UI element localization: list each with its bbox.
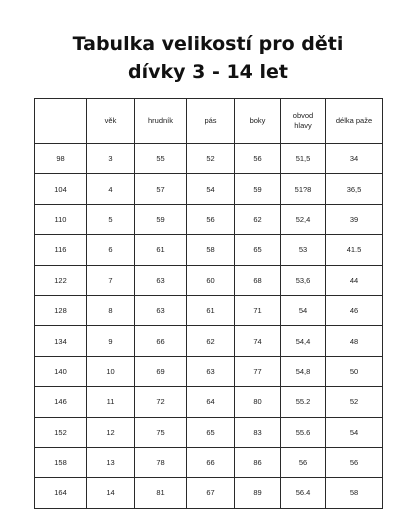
cell-size: 164 <box>35 478 87 508</box>
cell-head-circumference: 56 <box>281 447 326 477</box>
cell-arm-length: 48 <box>326 326 383 356</box>
table-row <box>35 447 383 477</box>
cell-arm-length: 41.5 <box>326 235 383 265</box>
cell-chest: 81 <box>135 478 187 508</box>
cell-size: 104 <box>35 174 87 204</box>
cell-age: 10 <box>87 356 135 386</box>
table-row <box>35 265 383 295</box>
cell-head-circumference: 55.2 <box>281 387 326 417</box>
cell-waist: 65 <box>187 417 235 447</box>
cell-arm-length: 44 <box>326 265 383 295</box>
table-row <box>35 387 383 417</box>
title-line-2: dívky 3 - 14 let <box>127 61 288 83</box>
cell-arm-length: 34 <box>326 144 383 174</box>
header-waist: pás <box>187 99 235 144</box>
cell-arm-length: 50 <box>326 356 383 386</box>
cell-waist: 52 <box>187 144 235 174</box>
cell-head-circumference: 54,8 <box>281 356 326 386</box>
cell-size: 98 <box>35 144 87 174</box>
cell-hips: 68 <box>235 265 281 295</box>
table-row <box>35 295 383 325</box>
header-chest: hrudník <box>135 99 187 144</box>
size-chart-table <box>34 98 383 509</box>
cell-hips: 83 <box>235 417 281 447</box>
cell-hips: 74 <box>235 326 281 356</box>
cell-age: 8 <box>87 295 135 325</box>
cell-hips: 56 <box>235 144 281 174</box>
cell-age: 3 <box>87 144 135 174</box>
table-row <box>35 417 383 447</box>
cell-head-circumference: 52,4 <box>281 204 326 234</box>
cell-chest: 59 <box>135 204 187 234</box>
cell-hips: 80 <box>235 387 281 417</box>
cell-head-circumference: 53 <box>281 235 326 265</box>
cell-size: 110 <box>35 204 87 234</box>
cell-hips: 77 <box>235 356 281 386</box>
cell-chest: 63 <box>135 265 187 295</box>
cell-chest: 55 <box>135 144 187 174</box>
header-size <box>35 99 87 144</box>
cell-arm-length: 56 <box>326 447 383 477</box>
cell-arm-length: 54 <box>326 417 383 447</box>
cell-size: 140 <box>35 356 87 386</box>
header-head-circumference: obvod hlavy <box>281 99 326 144</box>
cell-head-circumference: 54,4 <box>281 326 326 356</box>
cell-chest: 63 <box>135 295 187 325</box>
cell-arm-length: 58 <box>326 478 383 508</box>
cell-hips: 59 <box>235 174 281 204</box>
cell-waist: 64 <box>187 387 235 417</box>
cell-chest: 69 <box>135 356 187 386</box>
table-row <box>35 356 383 386</box>
cell-waist: 67 <box>187 478 235 508</box>
cell-head-circumference: 51,5 <box>281 144 326 174</box>
table-row <box>35 144 383 174</box>
header-age: věk <box>87 99 135 144</box>
cell-waist: 61 <box>187 295 235 325</box>
cell-chest: 78 <box>135 447 187 477</box>
cell-waist: 63 <box>187 356 235 386</box>
cell-arm-length: 39 <box>326 204 383 234</box>
cell-hips: 62 <box>235 204 281 234</box>
cell-hips: 89 <box>235 478 281 508</box>
cell-waist: 54 <box>187 174 235 204</box>
cell-waist: 58 <box>187 235 235 265</box>
title-line-1: Tabulka velikostí pro děti <box>72 33 344 55</box>
table-row <box>35 174 383 204</box>
table-row <box>35 478 383 508</box>
cell-waist: 56 <box>187 204 235 234</box>
cell-hips: 71 <box>235 295 281 325</box>
cell-size: 122 <box>35 265 87 295</box>
cell-chest: 75 <box>135 417 187 447</box>
cell-arm-length: 52 <box>326 387 383 417</box>
cell-age: 11 <box>87 387 135 417</box>
cell-size: 152 <box>35 417 87 447</box>
cell-age: 12 <box>87 417 135 447</box>
cell-head-circumference: 51?8 <box>281 174 326 204</box>
cell-size: 146 <box>35 387 87 417</box>
cell-size: 116 <box>35 235 87 265</box>
cell-head-circumference: 53,6 <box>281 265 326 295</box>
table-row <box>35 326 383 356</box>
header-arm-length: délka paže <box>326 99 383 144</box>
table-body <box>35 144 383 509</box>
cell-waist: 62 <box>187 326 235 356</box>
page-title <box>0 30 416 86</box>
cell-size: 128 <box>35 295 87 325</box>
cell-head-circumference: 56.4 <box>281 478 326 508</box>
cell-chest: 57 <box>135 174 187 204</box>
cell-age: 6 <box>87 235 135 265</box>
header-hips: boky <box>235 99 281 144</box>
cell-age: 14 <box>87 478 135 508</box>
cell-chest: 72 <box>135 387 187 417</box>
cell-size: 134 <box>35 326 87 356</box>
cell-age: 4 <box>87 174 135 204</box>
cell-arm-length: 46 <box>326 295 383 325</box>
table-header-row <box>35 99 383 144</box>
cell-arm-length: 36,5 <box>326 174 383 204</box>
cell-head-circumference: 54 <box>281 295 326 325</box>
cell-waist: 66 <box>187 447 235 477</box>
cell-head-circumference: 55.6 <box>281 417 326 447</box>
table-row <box>35 235 383 265</box>
cell-waist: 60 <box>187 265 235 295</box>
cell-age: 7 <box>87 265 135 295</box>
cell-chest: 61 <box>135 235 187 265</box>
cell-hips: 65 <box>235 235 281 265</box>
cell-age: 9 <box>87 326 135 356</box>
cell-age: 5 <box>87 204 135 234</box>
cell-chest: 66 <box>135 326 187 356</box>
cell-hips: 86 <box>235 447 281 477</box>
table-row <box>35 204 383 234</box>
cell-age: 13 <box>87 447 135 477</box>
cell-size: 158 <box>35 447 87 477</box>
